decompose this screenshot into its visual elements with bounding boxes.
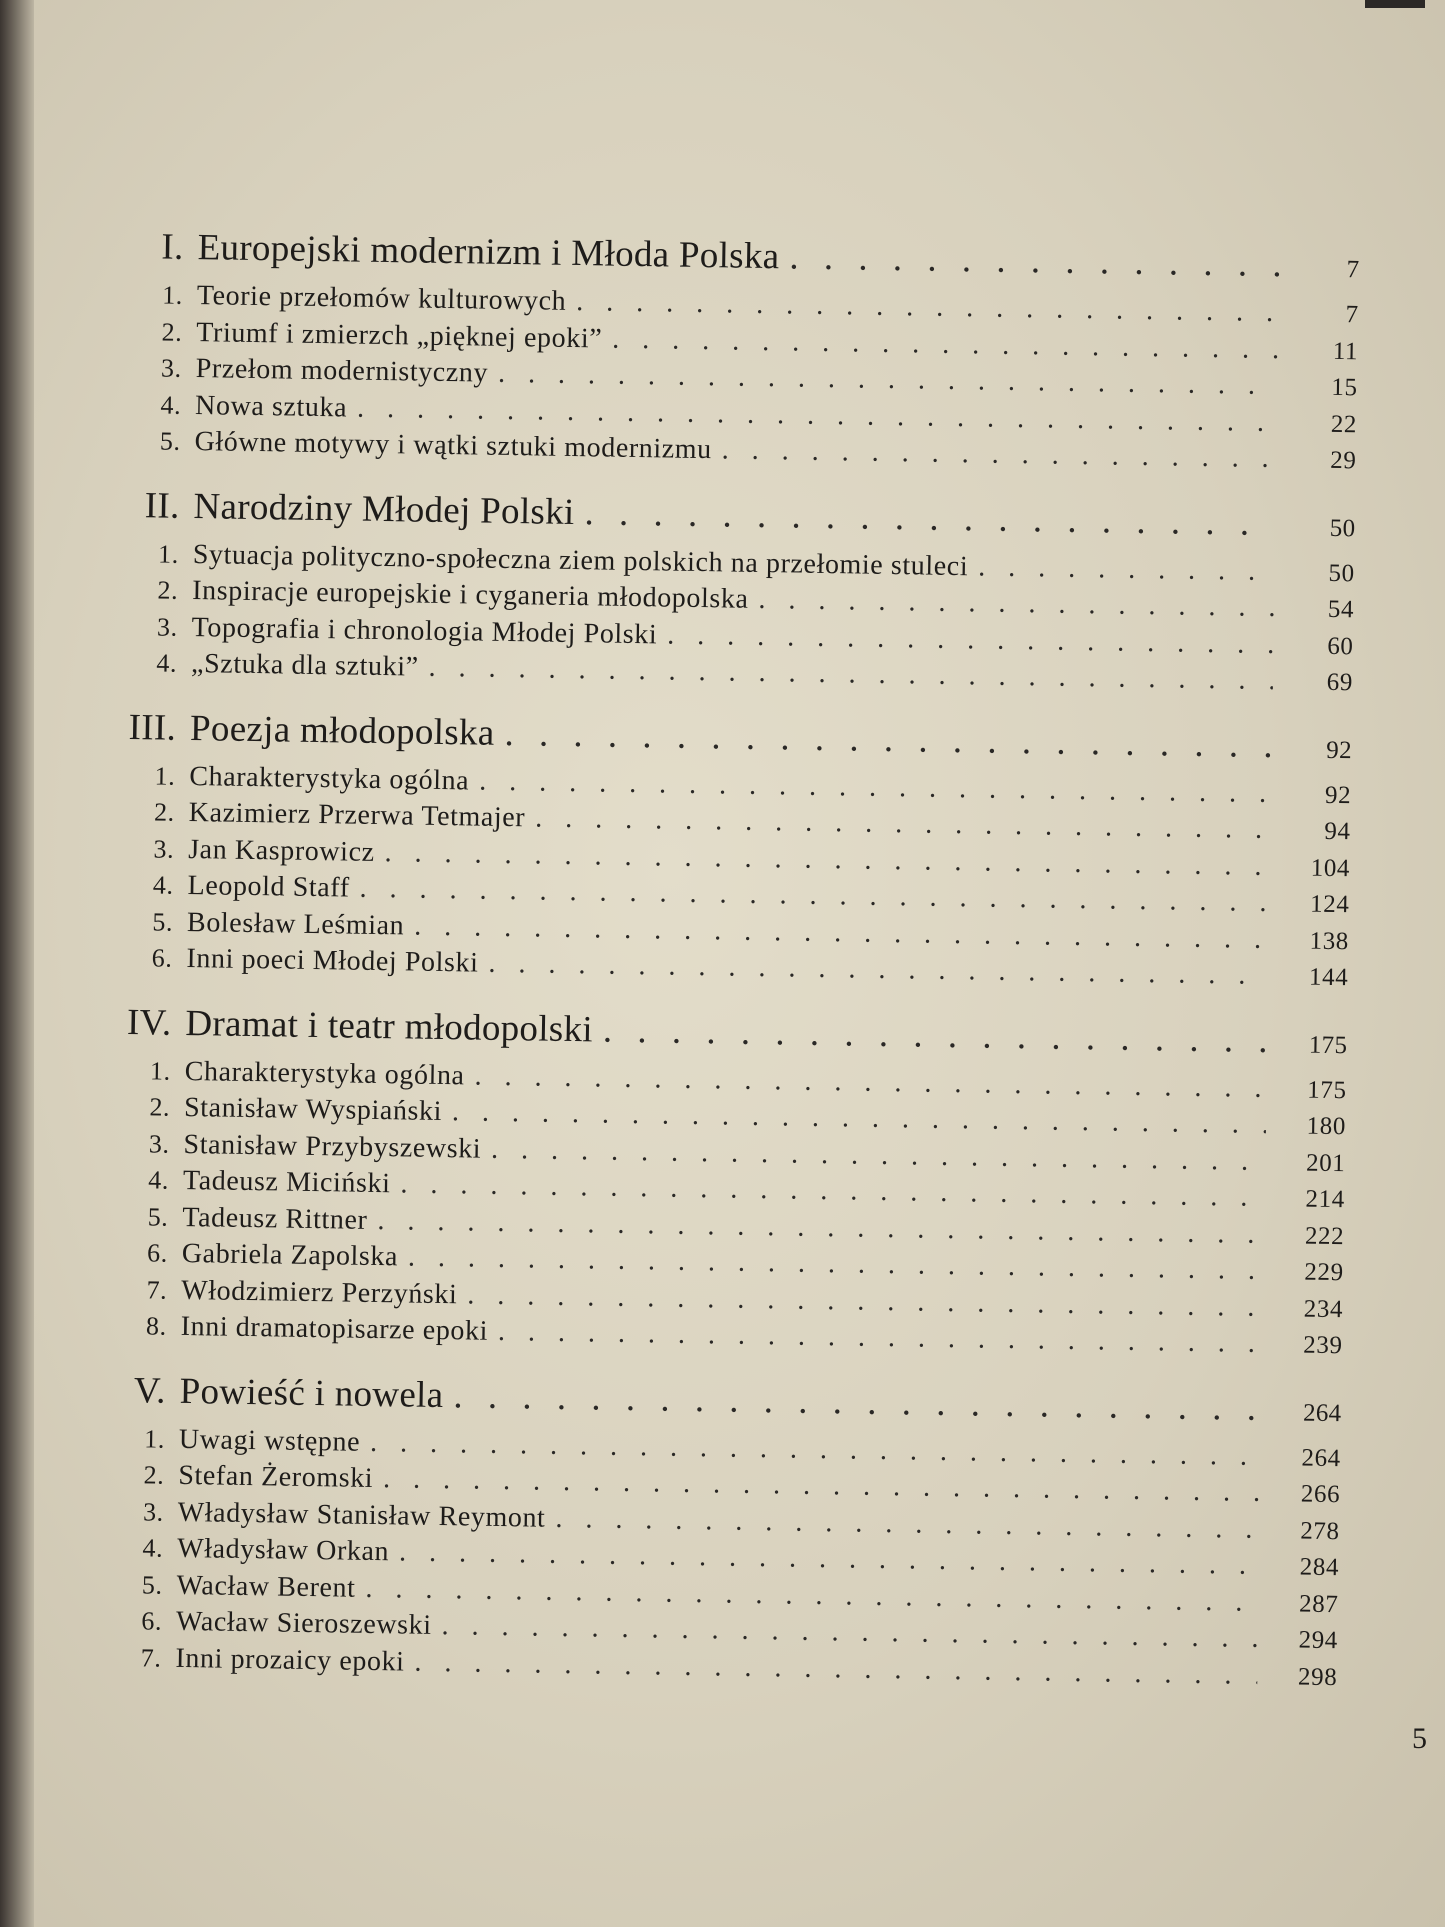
leader-dots	[453, 1374, 1262, 1430]
entry-title: Władysław Orkan	[176, 1532, 390, 1568]
entry-title: Inni poeci Młodej Polski	[186, 942, 479, 979]
section-numeral: III.	[128, 706, 177, 749]
entry-page-number: 29	[1330, 446, 1357, 475]
section-page-number: 264	[1302, 1399, 1342, 1427]
entry-title: Topografia i chronologia Młodej Polski	[191, 611, 658, 650]
entry-page-number: 180	[1306, 1112, 1347, 1141]
entry-page-number: 15	[1331, 373, 1358, 402]
entry-page-number: 7	[1345, 301, 1359, 329]
entry-title: „Sztuka dla sztuki”	[190, 648, 419, 683]
entry-page-number: 50	[1328, 559, 1355, 587]
entry-page-number: 201	[1305, 1149, 1346, 1177]
section-title: Poezja młodopolska	[189, 707, 495, 754]
entry-number: 4.	[160, 390, 182, 420]
entry-page-number: 22	[1330, 410, 1358, 438]
entry-title: Leopold Staff	[187, 869, 350, 904]
section-title: Powieść i nowela	[179, 1370, 444, 1416]
entry-number: 6.	[146, 1238, 169, 1268]
entry-page-number: 222	[1304, 1222, 1345, 1250]
entry-title: Uwagi wstępne	[178, 1423, 361, 1458]
entry-title: Triumf i zmierzch „pięknej epoki”	[196, 316, 603, 354]
entry-number: 5.	[159, 426, 181, 456]
entry-number: 2.	[157, 575, 179, 605]
entry-number: 4.	[152, 870, 174, 900]
entry-page-number: 175	[1307, 1076, 1347, 1104]
entry-number: 1.	[157, 538, 180, 569]
entry-page-number: 92	[1324, 781, 1352, 809]
entry-title: Inspiracje europejskie i cyganeria młodopolska	[192, 575, 749, 615]
entry-title: Stanisław Przybyszewski	[183, 1128, 482, 1165]
entry-page-number: 104	[1310, 854, 1351, 882]
entry-title: Włodzimierz Perzyński	[181, 1274, 458, 1310]
entry-number: 4.	[156, 648, 178, 678]
entry-number: 1.	[149, 1055, 171, 1086]
entry-title: Sytuacja polityczno-społeczna ziem polskich na przełomie stuleci	[192, 538, 969, 582]
entry-page-number: 144	[1308, 963, 1349, 992]
leader-dots	[758, 584, 1274, 624]
leader-dots	[603, 1008, 1268, 1061]
entry-title: Charakterystyka ogólna	[189, 760, 470, 796]
entry-title: Władysław Stanisław Reymont	[177, 1496, 546, 1534]
entry-page-number: 264	[1301, 1444, 1341, 1472]
entry-page-number: 214	[1305, 1185, 1346, 1214]
toc-section	[118, 705, 1352, 997]
entry-number: 3.	[153, 833, 175, 864]
entry-number: 1.	[144, 1423, 166, 1454]
section-numeral: I.	[161, 226, 184, 268]
entry-title: Inni prozaicy epoki	[175, 1642, 405, 1677]
entry-title: Nowa sztuka	[194, 389, 348, 423]
section-title: Narodziny Młodej Polski	[193, 485, 575, 533]
entry-page-number: 284	[1299, 1553, 1340, 1582]
section-page-number: 175	[1308, 1031, 1348, 1059]
entry-number: 5.	[141, 1569, 163, 1600]
leader-dots	[789, 235, 1280, 286]
entry-title: Stanisław Wyspiański	[183, 1091, 443, 1128]
entry-title: Charakterystyka ogólna	[184, 1055, 465, 1091]
entry-title: Bolesław Leśmian	[186, 906, 405, 941]
toc-section	[126, 225, 1360, 481]
entry-number: 3.	[156, 611, 178, 642]
entry-number: 1.	[161, 280, 184, 310]
entry-number: 4.	[148, 1165, 170, 1195]
entry-number: 1.	[154, 760, 176, 791]
entry-page-number: 69	[1326, 668, 1354, 697]
leader-dots	[584, 491, 1276, 545]
entry-number: 3.	[148, 1128, 170, 1159]
section-title: Europejski modernizm i Młoda Polska	[197, 227, 780, 278]
entry-number: 5.	[147, 1201, 169, 1232]
entry-title: Stefan Żeromski	[178, 1459, 374, 1494]
entry-title: Główne motywy i wątki sztuki modernizmu	[194, 426, 713, 466]
entry-page-number: 11	[1332, 337, 1359, 365]
entry-page-number: 266	[1300, 1480, 1341, 1509]
entry-page-number: 294	[1298, 1626, 1339, 1655]
entry-page-number: 298	[1297, 1663, 1338, 1691]
book-spine-shadow	[0, 0, 34, 1927]
entry-number: 3.	[160, 353, 182, 383]
entry-number: 2.	[149, 1092, 171, 1122]
page-number: 5	[1412, 1722, 1427, 1755]
entry-page-number: 94	[1324, 817, 1351, 846]
entry-page-number: 239	[1303, 1331, 1343, 1360]
entry-page-number: 287	[1298, 1590, 1339, 1618]
section-numeral: V.	[133, 1369, 167, 1412]
entry-title: Inni dramatopisarze epoki	[180, 1310, 489, 1347]
entry-number: 5.	[152, 906, 174, 937]
section-page-number: 50	[1329, 514, 1356, 542]
toc-section	[123, 483, 1356, 702]
entry-number: 6.	[151, 943, 173, 973]
entry-title: Wacław Sieroszewski	[175, 1605, 432, 1641]
entry-title: Tadeusz Miciński	[182, 1164, 391, 1200]
entry-page-number: 138	[1309, 927, 1350, 955]
entry-number: 2.	[143, 1460, 165, 1490]
section-numeral: IV.	[126, 1001, 172, 1044]
entry-title: Tadeusz Rittner	[182, 1201, 368, 1236]
entry-title: Przełom modernistyczny	[195, 353, 489, 389]
entry-title: Wacław Berent	[176, 1569, 356, 1604]
entry-number: 7.	[146, 1274, 168, 1305]
entry-title: Jan Kasprowicz	[187, 833, 375, 868]
table-of-contents	[107, 225, 1360, 1719]
entry-number: 4.	[142, 1533, 164, 1563]
entry-page-number: 124	[1309, 890, 1350, 919]
entry-title: Teorie przełomów kulturowych	[196, 280, 567, 317]
entry-number: 3.	[142, 1496, 165, 1527]
entry-page-number: 54	[1327, 595, 1355, 624]
section-title: Dramat i teatr młodopolski	[185, 1002, 594, 1050]
section-page-number: 7	[1346, 256, 1360, 284]
entry-title: Kazimierz Przerwa Tetmajer	[188, 796, 526, 834]
entry-title: Gabriela Zapolska	[181, 1237, 399, 1273]
entry-number: 2.	[161, 317, 183, 347]
entry-page-number: 60	[1327, 632, 1354, 660]
toc-section	[107, 1368, 1342, 1697]
section-page-number: 92	[1326, 736, 1353, 764]
leader-dots	[978, 551, 1275, 588]
entry-number: 2.	[153, 797, 176, 827]
leader-dots	[504, 711, 1272, 766]
entry-page-number: 229	[1304, 1258, 1344, 1287]
entry-number: 6.	[141, 1606, 163, 1636]
toc-section	[112, 1000, 1347, 1365]
section-numeral: II.	[144, 484, 180, 527]
entry-page-number: 278	[1300, 1517, 1340, 1545]
entry-number: 7.	[140, 1642, 162, 1673]
entry-number: 8.	[145, 1311, 167, 1341]
page-corner-mark	[1365, 0, 1425, 8]
entry-page-number: 234	[1303, 1295, 1344, 1323]
